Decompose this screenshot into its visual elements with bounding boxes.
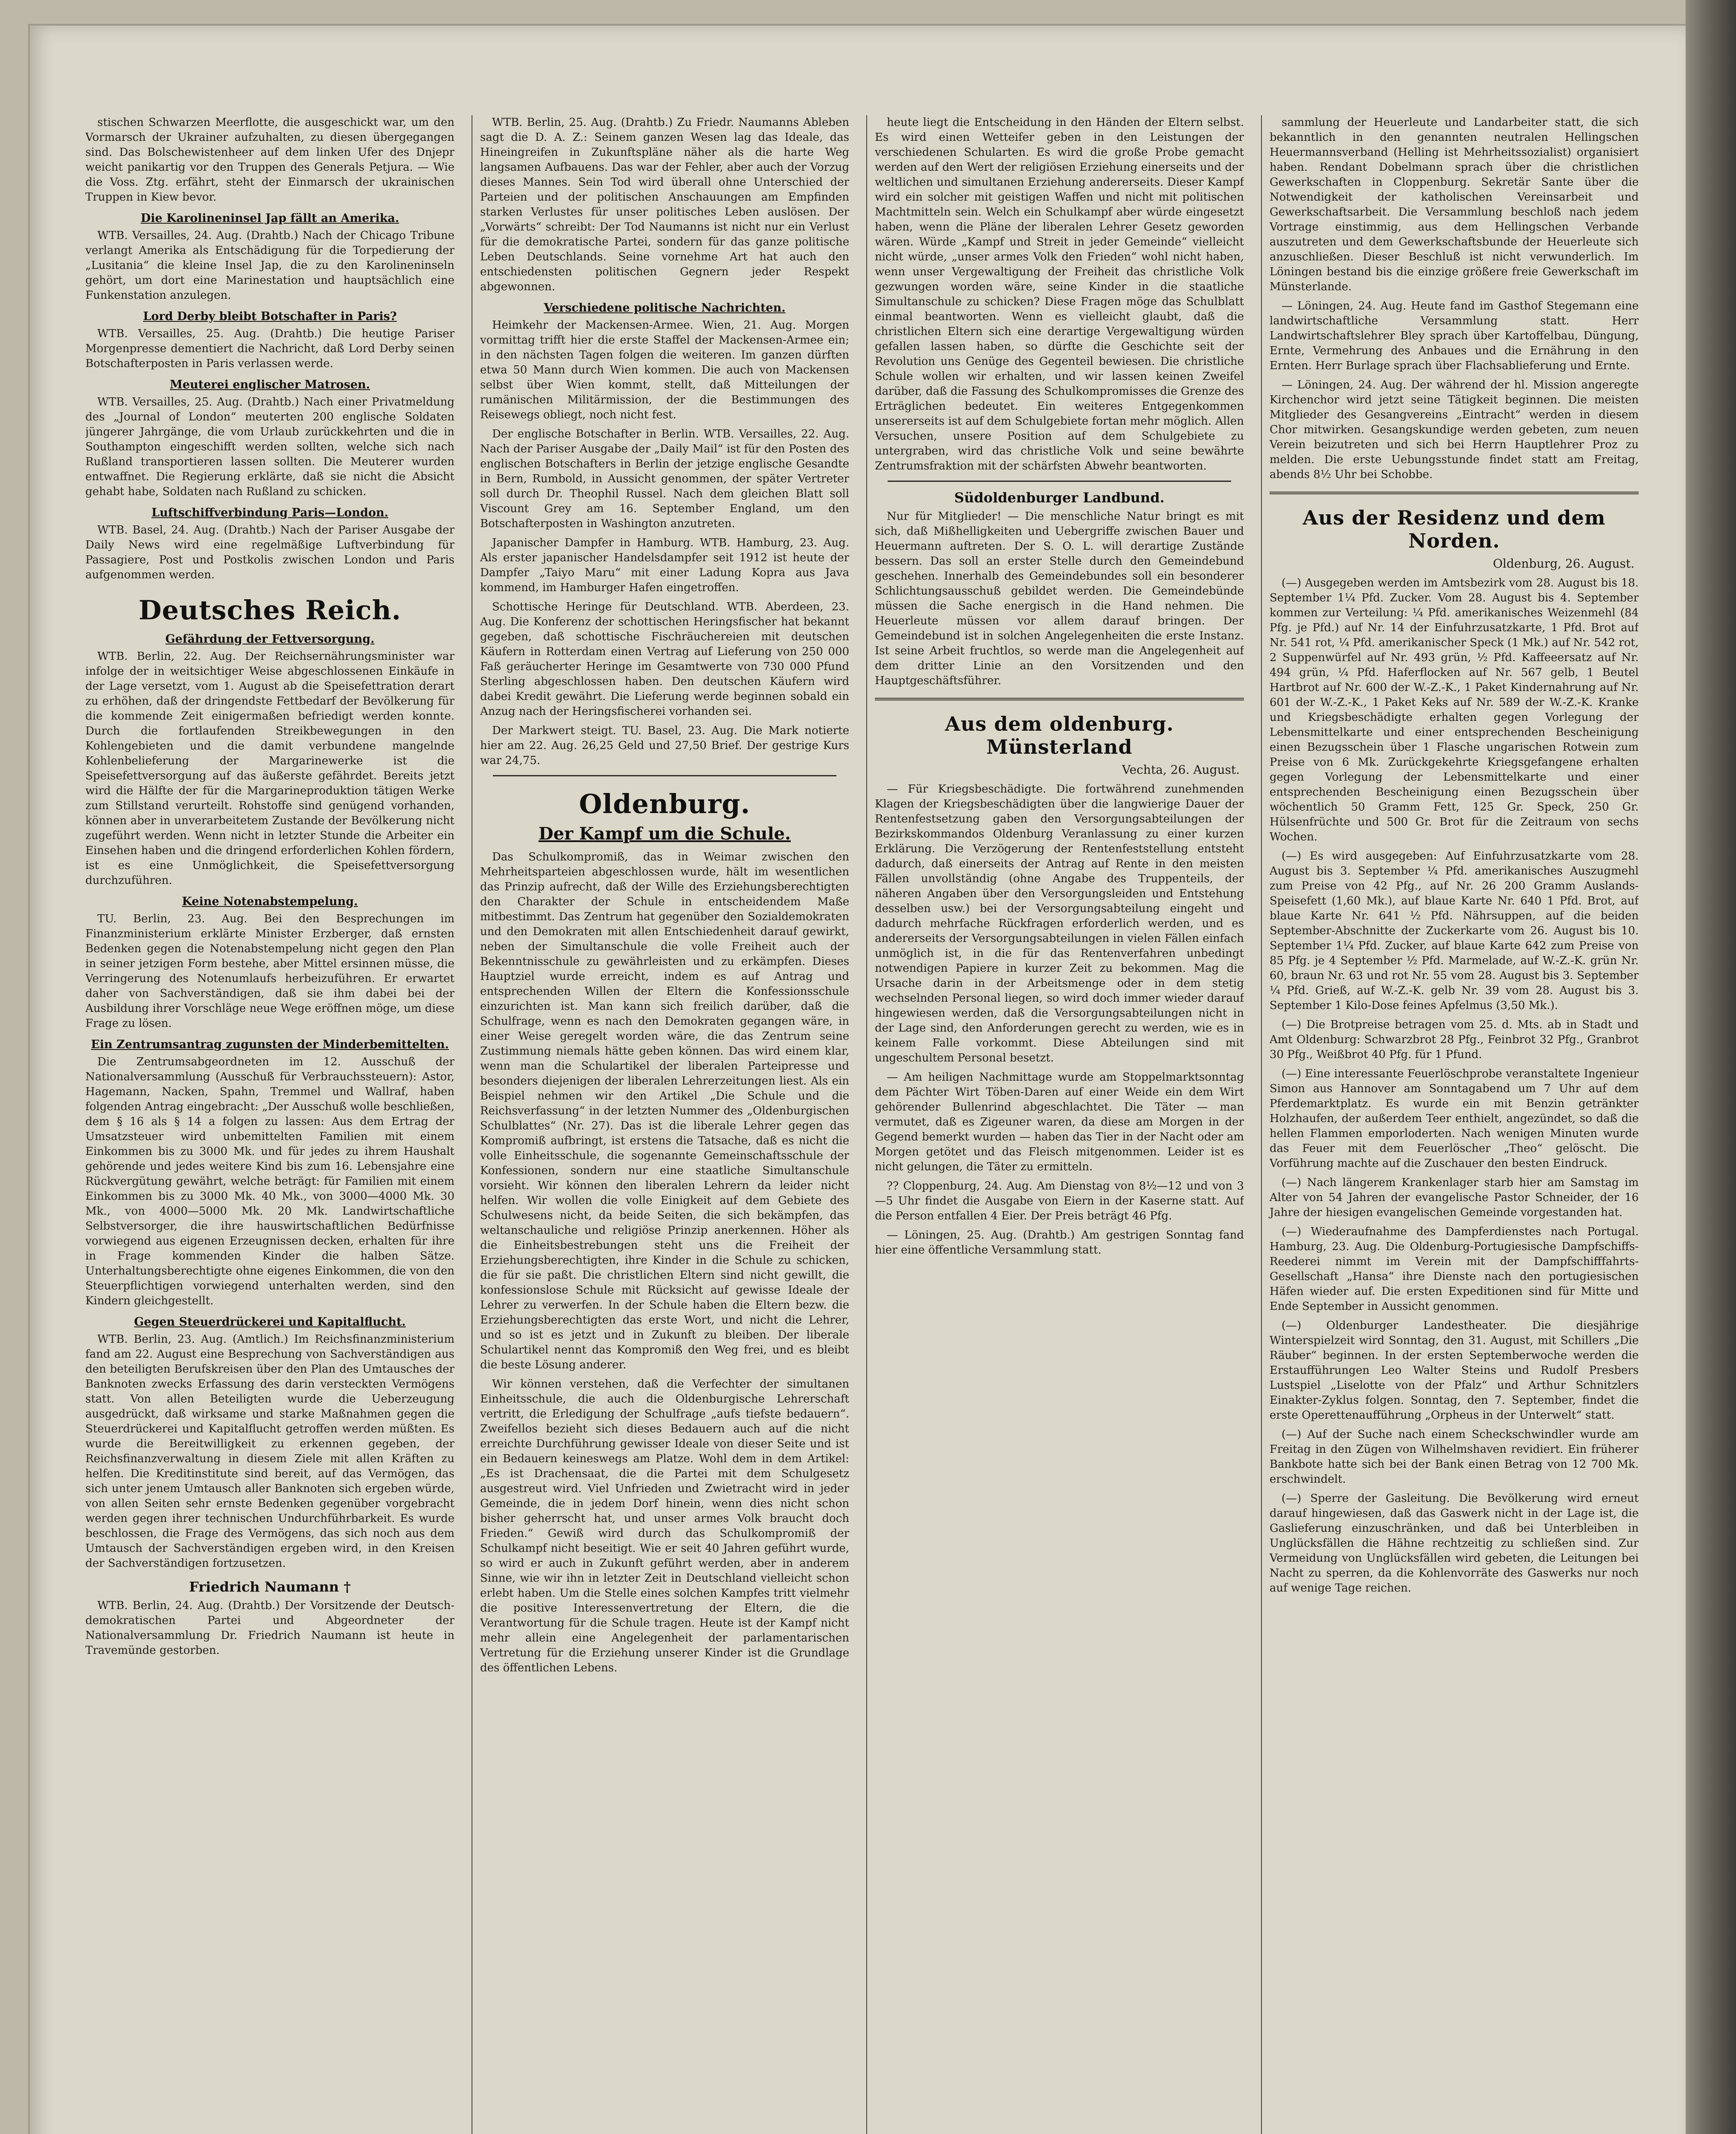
article-headline: Ein Zentrumsantrag zugunsten der Minderbemittelten. bbox=[91, 1038, 449, 1051]
dateline: Vechta, 26. August. bbox=[1122, 763, 1240, 777]
article-headline: Gefährdung der Fettversorgung. bbox=[165, 633, 375, 646]
article-paragraph: — Löningen, 24. Aug. Der während der hl. Mission angeregte Kirchenchor wird jetzt seine Tätigkeit beginnen. Die meisten Mitglieder des Gesangvereins „Eintracht“ werden in diesem Chor mitwirken. Gesangskundige werden gebeten, zum neuen Verein beizutreten und sich bei Herrn Hauptlehrer Proz zu melden. Die erste Uebungsstunde findet statt am Freitag, abends 8½ Uhr bei Schobbe. bbox=[1270, 379, 1639, 481]
article-title: Südoldenburger Landbund. bbox=[954, 490, 1165, 506]
article-paragraph: (—) Oldenburger Landestheater. Die diesjährige Winterspielzeit wird Sonntag, den 31. August, mit Schillers „Die Räuber“ beginnen. In der ersten Septemberwoche werden die Erstaufführungen Leo Walter Steins und Rudolf Presbers Lustspiel „Liselotte von der Pfalz“ und Arthur Schnitzlers Einakter-Zyklus folgen. Sonntag, den 7. September, findet die erste Operettenaufführung „Orpheus in der Unterwelt“ statt. bbox=[1270, 1319, 1639, 1422]
article-paragraph: WTB. Berlin, 25. Aug. (Drahtb.) Zu Friedr. Naumanns Ableben sagt die D. A. Z.: Seinem ganzen Wesen lag das Ideale, das Hineingreifen in Zukunftspläne näher als die harte Weg langsamen Aufbauens. Das war der Fehler, aber auch der Vorzug dieses Mannes. Sein Tod wird überall ohne Unterschied der Parteien und der politischen Anschauungen am Empfinden starken Verlustes für unser politisches Leben auslösen. Der „Vorwärts“ schreibt: Der Tod Naumanns ist nicht nur ein Verlust für die demokratische Partei, sondern für das ganze politische Leben Deutschlands. Seine vornehme Art hat auch den entschiedensten politischen Gegnern jeder Respekt abgewonnen. bbox=[480, 116, 849, 293]
article-paragraph: (—) Es wird ausgegeben: Auf Einfuhrzusatzkarte vom 28. August bis 3. September ¼ Pfd. amerikanisches Auszugmehl zum Preise von 42 Pfg., auf Nr. 26 200 Gramm Auslands-Speisefett (1,60 Mk.), auf blaue Karte Nr. 640 1 Pfd. Brot, auf blaue Karte Nr. 641 ½ Pfd. Nährsuppen, auf die beiden September-Abschnitte der Zuckerkarte vom 26. August bis 10. September 1¼ Pfd. Zucker, auf blaue Karte 642 zum Preise von 85 Pfg. je 4 September ½ Pfd. Marmelade, auf W.-Z.-K. grün Nr. 60, braun Nr. 63 und rot Nr. 55 vom 28. August bis 3. September ¼ Pfd. Grieß, auf W.-Z.-K. gelb Nr. 39 vom 28. August bis 3. September 1 Kilo-Dose feines Apfelmus (3,50 Mk.). bbox=[1270, 850, 1639, 1012]
article-headline: Meuterei englischer Matrosen. bbox=[169, 378, 370, 391]
article-paragraph: (—) Eine interessante Feuerlöschprobe veranstaltete Ingenieur Simon aus Hannover am Sonntagabend um 7 Uhr auf dem Pferdemarktplatz. Es wurde ein mit Benzin getränkter Holzhaufen, der außerdem Teer enthielt, angezündet, so daß die hellen Flammen emporloderten. Nach wenigen Minuten wurde das Feuer mit dem Feuerlöscher „Theo“ gelöscht. Die Vorführung machte auf die Zuschauer den besten Eindruck. bbox=[1270, 1067, 1639, 1170]
column-4 bbox=[1261, 115, 1639, 2134]
article-headline: Gegen Steuerdrückerei und Kapitalflucht. bbox=[134, 1315, 406, 1329]
column-1 bbox=[85, 115, 454, 2134]
article-paragraph: Heimkehr der Mackensen-Armee. Wien, 21. Aug. Morgen vormittag trifft hier die erste Staffel der Mackensen-Armee ein; in den nächsten Tagen folgen die weiteren. Im ganzen dürften etwa 50 Mann durch Wien kommen. Die auch von Mackensen selbst über Wien kommt, stellt, daß Mitteilungen der rumänischen Militärmission, der die Bestimmungen des Reisewegs obliegt, noch nicht fest. bbox=[480, 319, 849, 421]
article-paragraph: Schottische Heringe für Deutschland. WTB. Aberdeen, 23. Aug. Die Konferenz der schottischen Heringsfischer hat bekannt gegeben, daß schottische Fischräuchereien mit deutschen Käufern in Rotterdam einen Vertrag auf Lieferung von 250 000 Faß geräucherter Heringe im Gesamtwerte von 730 000 Pfund Sterling abgeschlossen haben. Den deutschen Käufern wird dabei Kredit gewährt. Die Lieferung werde beginnen sobald ein Anzug nach der Heringsfischerei vorhanden sei. bbox=[480, 601, 849, 718]
dateline: Oldenburg, 26. August. bbox=[1493, 557, 1634, 571]
article-headline: Keine Notenabstempelung. bbox=[182, 895, 358, 908]
article-paragraph: stischen Schwarzen Meerflotte, die ausgeschickt war, um den Vormarsch der Ukrainer aufzuhalten, zu diesen übergegangen sind. Das Bolschewistenheer auf dem linken Ufer des Dnjepr weicht panikartig vor den Truppen des Generals Petjura. — Wie die Voss. Ztg. erfährt, steht der Einmarsch der ukrainischen Truppen in Kiew bevor. bbox=[85, 116, 454, 204]
section-title: Aus der Residenz und dem Norden. bbox=[1302, 506, 1606, 552]
article-paragraph: Der englische Botschafter in Berlin. WTB. Versailles, 22. Aug. Nach der Pariser Ausgabe der „Daily Mail“ ist für den Posten des englischen Botschafters in Berlin der jetzige englische Gesandte in Bern, Rumbold, in Aussicht genommen, der später Vertreter soll durch Dr. Theophil Russel. Nach dem gleichen Blatt soll Viscount Grey am 16. September England, um den Botschafterposten in Washington anzutreten. bbox=[480, 428, 849, 530]
article-paragraph: heute liegt die Entscheidung in den Händen der Eltern selbst. Es wird einen Wetteifer geben in den Leistungen der verschiedenen Schularten. Es wird die große Probe gemacht werden auf den Wert der religiösen Erziehung einerseits und der weltlichen und simultanen Erziehung andererseits. Dieser Kampf wird ein solcher mit geistigen Waffen und nicht mit politischen Machtmitteln sein. Welch ein Schulkampf aber würde eingesetzt haben, wenn die Pläne der liberalen Lehrer Gesetz geworden wären. Würde „Kampf und Streit in jeder Gemeinde“ vielleicht nicht würde, „unser armes Volk den Frieden“ wohl nicht haben, wenn unser Vergewaltigung der Freiheit das christliche Volk gezwungen worden wäre, seine Kinder in die staatliche Simultanschule zu schicken? Diese Fragen möge das Schulblatt einmal beantworten. Wenn es vielleicht glaubt, daß die christlichen Eltern sich eine derartige Vergewaltigung würden gefallen lassen haben, so dürfte die Geschichte seit der Revolution uns Genüge des Gegenteil bewiesen. Die christliche Schule wollen wir erhalten, und wir lassen keinen Zweifel darüber, daß die Fassung des Schulkompromisses die Grenze des Erträglichen bedeutet. Ein weiteres Entgegenkommen unsererseits ist auf dem Schulgebiete fortan mehr möglich. Allen Versuchen, unsere Position auf dem Schulgebiete zu untergraben, wird das christliche Volk und seine bewährte Zentrumsfraktion mit der schärfsten Abwehr beantworten. bbox=[875, 116, 1244, 472]
article-paragraph: Japanischer Dampfer in Hamburg. WTB. Hamburg, 23. Aug. Als erster japanischer Handelsdampfer seit 1912 ist heute der Dampfer „Taiyo Maru“ mit einer Ladung Kopra aus Java kommend, im Hamburger Hafen eingetroffen. bbox=[480, 536, 849, 594]
column-rule bbox=[493, 775, 836, 776]
article-paragraph: WTB. Berlin, 24. Aug. (Drahtb.) Der Vorsitzende der Deutsch-demokratischen Partei und Abgeordneter der Nationalversammlung Dr. Friedrich Naumann ist heute in Travemünde gestorben. bbox=[85, 1599, 454, 1657]
article-paragraph: WTB. Versailles, 24. Aug. (Drahtb.) Nach der Chicago Tribune verlangt Amerika als Entschädigung für die Torpedierung der „Lusitania“ die kleine Insel Jap, die zu den Karolineninseln gehört, um dort eine Marinestation und hauptsächlich eine Funkenstation anzulegen. bbox=[85, 229, 454, 302]
column-rule bbox=[888, 481, 1231, 482]
article-paragraph: WTB. Berlin, 22. Aug. Der Reichsernährungsminister war infolge der in weitsichtiger Weise abgeschlossenen Einkäufe in der Lage versetzt, vom 1. August ab die Speisefettration derart zu erhöhen, daß der dringendste Fettbedarf der Bevölkerung für die kommende Zeit einigermaßen befriedigt werden konnte. Durch die fortlaufenden Streikbewegungen in den Kohlengebieten und die damit verbundene mangelnde Kohlenbelieferung der Margarinewerke ist die Speisefettversorgung auf das äußerste gefährdet. Bereits jetzt wird die Hälfte der für die Margarineproduktion tätigen Werke zum Stillstand verurteilt. Rohstoffe sind genügend vorhanden, können aber in unverarbeitetem Zustande der Bevölkerung nicht zugeführt werden. Wenn nicht in letzter Stunde die Arbeiter ein Einsehen haben und die dringend erforderlichen Kohlen fördern, ist es eine Unmöglichkeit, die Speisefettversorgung durchzuführen. bbox=[85, 650, 454, 887]
article-paragraph: ?? Cloppenburg, 24. Aug. Am Dienstag von 8½—12 und von 3—5 Uhr findet die Ausgabe von Eiern in der Kaserne statt. Auf die Person entfallen 4 Eier. Der Preis beträgt 46 Pfg. bbox=[875, 1180, 1244, 1222]
article-title: Friedrich Naumann † bbox=[189, 1579, 351, 1595]
article-paragraph: WTB. Versailles, 25. Aug. (Drahtb.) Nach einer Privatmeldung des „Journal of London“ meuterten 200 englische Soldaten jüngerer Jahrgänge, die vom Urlaub zurückkehrten und die in Southampton eingeschifft werden sollten, welche sich nach Rußland transportieren lassen sollten. Die Meuterer wurden entwaffnet. Die Regierung erklärte, daß sie nicht die Absicht gehabt habe, Soldaten nach Rußland zu schicken. bbox=[85, 396, 454, 498]
article-paragraph: TU. Berlin, 23. Aug. Bei den Besprechungen im Finanzministerium erklärte Minister Erzberger, daß ernsten Bedenken gegen die Notenabstempelung nicht gegen den Plan in seiner jetzigen Form bestehe, aber Mittel ersinnen müsse, die Verringerung des Notenumlaufs herbeizuführen. Er erwartet daher von Sachverständigen, daß sie ihm dabei bei der Ausbildung ihrer Vorschläge neue Wege eröffnen möge, um diese Frage zu lösen. bbox=[85, 912, 454, 1030]
article-paragraph: (—) Nach längerem Krankenlager starb hier am Samstag im Alter von 54 Jahren der evangelische Pastor Schneider, der 16 Jahre der hiesigen evangelischen Gemeinde vorgestanden hat. bbox=[1270, 1176, 1639, 1219]
section-title: Deutsches Reich. bbox=[138, 595, 402, 626]
article-paragraph: — Für Kriegsbeschädigte. Die fortwährend zunehmenden Klagen der Kriegsbeschädigten über die langwierige Dauer der Rentenfestsetzung gaben den Versorgungsabteilungen der Bezirkskommandos Oldenburg Veranlassung zu einer kurzen Erklärung. Die Verzögerung der Rentenfeststellung entsteht dadurch, daß einerseits der Antrag auf Rente in den meisten Fällen unvollständig (ohne Angabe des Truppenteils, der näheren Angaben über den Versorgungsleiden und Entstehung desselben usw.) bei der Versorgungsabteilung eingeht und dadurch mehrfache Rückfragen erforderlich werden, und es andererseits der Versorgungsabteilungen in vielen Fällen einfach unmöglich ist, in die für das Rentenverfahren unbedingt notwendigen Papiere in kurzer Zeit zu bekommen. Mag die Ursache darin in der Arbeitsmenge oder in dem stetig wechselnden Personal liegen, so wird doch immer wieder darauf hingewiesen werden, daß die Versorgungsabteilungen nicht in der Lage sind, den Anforderungen gerecht zu werden, wie es in keinem Falle vorkommt. Diese Abteilungen sind mit ungeschultem Personal besetzt. bbox=[875, 783, 1244, 1064]
article-paragraph: WTB. Versailles, 25. Aug. (Drahtb.) Die heutige Pariser Morgenpresse dementiert die Nachricht, daß Lord Derby seinen Botschafterposten in Paris verlassen werde. bbox=[85, 327, 454, 370]
article-headline: Luftschiffverbindung Paris—London. bbox=[151, 506, 388, 519]
column-container bbox=[85, 115, 1639, 2134]
article-headline: Die Karolineninsel Jap fällt an Amerika. bbox=[140, 212, 399, 225]
article-paragraph: — Löningen, 25. Aug. (Drahtb.) Am gestrigen Sonntag fand hier eine öffentliche Versammlung statt. bbox=[875, 1229, 1244, 1256]
article-paragraph: (—) Wiederaufnahme des Dampferdienstes nach Portugal. Hamburg, 23. Aug. Die Oldenburg-Portugiesische Dampfschiffs-Reederei nimmt im Verein mit der Dampfschifffahrts-Gesellschaft „Hansa“ ihre Dienste nach den portugiesischen Häfen wieder auf. Die ersten Expeditionen sind für Mitte und Ende September in Aussicht genommen. bbox=[1270, 1225, 1639, 1313]
column-3 bbox=[866, 115, 1244, 2134]
article-paragraph: (—) Auf der Suche nach einem Scheckschwindler wurde am Freitag in den Zügen von Wilhelmshaven revidiert. Ein früherer Bankbote hatte sich bei der Bank einen Betrag von 12 700 Mk. erschwindelt. bbox=[1270, 1428, 1639, 1486]
article-paragraph: Das Schulkompromiß, das in Weimar zwischen den Mehrheitsparteien abgeschlossen wurde, hält im wesentlichen das Prinzip aufrecht, daß der Wille des Erziehungsberechtigten den Charakter der Schule in entscheidendem Maße mitbestimmt. Das Zentrum hat gegenüber den Sozialdemokraten und den Demokraten mit allen Entschiedenheit darauf gewirkt, neben der Simultanschule die volle Freiheit auch der Bekenntnisschule zu gewährleisten und zu erkämpfen. Dieses Hauptziel wurde erreicht, indem es auf Antrag und entsprechenden Willen der Eltern die Konfessionsschule einzurichten ist. Man kann sich freilich darüber, daß die Schulfrage, wenn es nach den Demokraten gegangen wäre, in einer Weise geregelt worden wäre, die das Zentrum seine Zustimmung niemals hätte geben können. Das wird einem klar, wenn man die Schulartikel der liberalen Parteipresse und besonders diejenigen der liberalen Lehrerzeitungen liest. Als ein Beispiel nehmen wir den Artikel „Die Schule und die Reichsverfassung“ in der letzten Nummer des „Oldenburgischen Schulblattes“ (Nr. 27). Das ist die liberale Lehrer gegen das Kompromiß aufbringt, ist erstens die Tatsache, daß es nicht die volle Einheitsschule, die sogenannte Gemeinschaftsschule der Konfessionen, sondern nur eine staatliche Simultanschule vorsieht. Wir können den liberalen Lehrern da leider nicht helfen. Wir wollen die volle Einigkeit auf dem Gebiete des Schulwesens nicht, da beide Seiten, die sich bekämpfen, das weltanschauliche und religiöse Prinzip anerkennen. Höher als die Einheitsbestrebungen steht uns die Freiheit der Erziehungsberechtigten, ihre Kinder in die Schule zu schicken, die für sie paßt. Die christlichen Eltern sind nicht gewillt, die konfessionslose Schule mit Rücksicht auf gewisse Ideale der Lehrer zu verwerfen. In der Schule haben die Eltern bezw. die Erziehungsberechtigten das erste Wort, und nicht die Lehrer, und so ist es jetzt und in Zukunft zu bleiben. Der liberale Schulartikel nennt das Kompromiß den Weg frei, und es bleibt die beste Lösung anderer. bbox=[480, 851, 849, 1371]
column-2 bbox=[472, 115, 849, 2134]
article-paragraph: Wir können verstehen, daß die Verfechter der simultanen Einheitsschule, die auch die Oldenburgische Lehrerschaft vertritt, die Erledigung der Schulfrage „aufs tiefste bedauern“. Zweifellos bezieht sich dieses Bedauern auch auf die nicht erreichte Durchführung gewisser Ideale von dieser Seite und ist ein Bedauern keineswegs am Platze. Wohl dem in dem Artikel: „Es ist Drachensaat, die die Partei mit dem Schulgesetz ausgestreut wird. Viel Unfrieden und Zwietracht wird in jeder Gemeinde, die in jedem Dorf hinein, wenn dies nicht schon bisher geherrscht hat, und unser armes Volk braucht doch Frieden.“ Gewiß wird durch das Schulkompromiß der Schulkampf nicht beseitigt. Wie er seit 40 Jahren geführt wurde, so wird er auch in Zukunft geführt werden, aber in anderem Sinne, wie wir ihn in letzter Zeit in Deutschland vielleicht schon erlebt haben. Um die Stelle eines solchen Kampfes tritt vielmehr die positive Interessenvertretung der Eltern, die die Verantwortung für die Schule tragen. Heute ist der Kampf nicht mehr allein eine Angelegenheit der parlamentarischen Vertretung für die Erziehung unserer Kinder ist die Grundlage des öffentlichen Lebens. bbox=[480, 1378, 849, 1674]
book-spine-shadow bbox=[1686, 0, 1736, 2134]
article-title: Der Kampf um die Schule. bbox=[538, 824, 791, 844]
article-paragraph: WTB. Basel, 24. Aug. (Drahtb.) Nach der Pariser Ausgabe der Daily News wird eine regelmäßige Luftverbindung für Passagiere, Post und Postkolis zwischen London und Paris aufgenommen werden. bbox=[85, 524, 454, 581]
article-paragraph: WTB. Berlin, 23. Aug. (Amtlich.) Im Reichsfinanzministerium fand am 22. August eine Besprechung von Sachverständigen aus den beteiligten Berufskreisen über den Plan des Umtausches der Banknoten zwecks Erfassung des darin versteckten Vermögens statt. Von allen Beteiligten wurde die Ueberzeugung ausgedrückt, daß wirksame und starke Maßnahmen gegen die Steuerdrückerei und Kapitalflucht getroffen werden müßten. Es wurde die Bereitwilligkeit zu erkennen gegeben, der Reichsfinanzverwaltung in diesem Ziele mit allen Kräften zu helfen. Die Kreditinstitute sind bereit, auf das Vermögen, das sich unter jenem Umtausch aller Banknoten sich ergeben würde, von allen Seiten sehr ernste Bedenken gegenüber vorgebracht werden gegen ihrer technischen Undurchführbarkeit. Es wurde beschlossen, die Frage des Vermögens, das sich noch aus dem Umtausch der Sachverständigen ergeben wird, in den Kreisen der Sachverständigen fortzusetzen. bbox=[85, 1333, 454, 1570]
article-paragraph: (—) Sperre der Gasleitung. Die Bevölkerung wird erneut darauf hingewiesen, daß das Gaswerk nicht in der Lage ist, die Gaslieferung einzuschränken, und daß bei Unterbleiben in Unglücksfällen die Hähne rechtzeitig zu schließen sind. Zur Vermeidung von Unglücksfällen wird gebeten, die Leitungen bei Nacht zu sperren, da die Kohlenvorräte des Gaswerks nur noch auf wenige Tage reichen. bbox=[1270, 1492, 1639, 1595]
article-paragraph: sammlung der Heuerleute und Landarbeiter statt, die sich bekanntlich in den genannten neutralen Hellingschen Heuermannsverband (Helling ist Mehrheitssozialist) organisiert haben. Rendant Dobelmann sprach über die christlichen Gewerkschaften in Cloppenburg. Sekretär Sante über die Notwendigkeit der katholischen Vereinsarbeit und Gewerkschaftsarbeit. Die Versammlung beschloß nach jedem Vortrage einstimmig, aus dem Hellingschen Verbande auszutreten und dem Gewerkschaftsbunde der Heuerleute sich anzuschließen. Dieser Beschluß ist nicht verwunderlich. Im Löningen bestand bis die einzige größere freie Gewerkschaft im Münsterlande. bbox=[1270, 116, 1639, 293]
article-paragraph: — Am heiligen Nachmittage wurde am Stoppelmarktsonntag dem Pächter Wirt Töben-Daren auf einer Weide ein dem Wirt gehörender Bullenrind abgeschlachtet. Die Täter — man vermutet, daß es Zigeuner waren, da diese am Morgen in der Gegend bemerkt wurden — haben das Tier in der Nacht oder am Morgen getötet und das Fleisch mitgenommen. Leider ist es nicht gelungen, die Täter zu ermitteln. bbox=[875, 1071, 1244, 1173]
column-rule bbox=[1270, 492, 1639, 494]
article-paragraph: (—) Die Brotpreise betragen vom 25. d. Mts. ab in Stadt und Amt Oldenburg: Schwarzbrot 28 Pfg., Feinbrot 32 Pfg., Granbrot 30 Pfg., Weißbrot 40 Pfg. für 1 Pfund. bbox=[1270, 1018, 1639, 1061]
article-paragraph: Nur für Mitglieder! — Die menschliche Natur bringt es mit sich, daß Mißhelligkeiten und Uebergriffe zwischen Bauer und Heuermann auftreten. Der S. O. L. will derartige Zustände bessern. Das soll an erster Stelle durch den Gemeindebund geschehen. Innerhalb des Gemeindebundes soll ein besonderer Schlichtungsausschuß gebildet werden. Die Gemeindebünde müssen die Sache energisch in die Hand nehmen. Die Heuerleute müssen vor allem darauf bringen. Der Gemeindebund ist in solchen Angelegenheiten die erste Instanz. Ist seine Arbeit fruchtlos, so werde man die Angelegenheit auf dem dritter Linie an den Vorsitzenden und den Hauptgeschäftsführer. bbox=[875, 510, 1244, 687]
article-paragraph: — Löningen, 24. Aug. Heute fand im Gasthof Stegemann eine landwirtschaftliche Versammlung statt. Herr Landwirtschaftslehrer Bley sprach über Kartoffelbau, Düngung, Ernte, Vermehrung des Anbaues und die Ernährung in den Ernten. Herr Burlage sprach über Flachsablieferung und Ernte. bbox=[1270, 300, 1639, 372]
article-headline: Verschiedene politische Nachrichten. bbox=[544, 301, 786, 315]
article-headline: Lord Derby bleibt Botschafter in Paris? bbox=[143, 310, 397, 323]
section-title: Oldenburg. bbox=[579, 788, 751, 819]
article-paragraph: Der Markwert steigt. TU. Basel, 23. Aug. Die Mark notierte hier am 22. Aug. 26,25 Geld und 27,50 Brief. Der gestrige Kurs war 24,75. bbox=[480, 724, 849, 767]
article-paragraph: Die Zentrumsabgeordneten im 12. Ausschuß der Nationalversammlung (Ausschuß für Verbrauchssteuern): Astor, Hagemann, Nacken, Spahn, Tremmel und Wallraf, haben folgenden Antrag eingebracht: „Der Ausschuß wolle beschließen, dem § 16 als § 14 a folgen zu lassen: Aus dem Ertrag der Umsatzsteuer wird unbemittelten Familien mit einem Einkommen bis zu 3000 Mk. und für jedes zu ihrem Haushalt gehörende und jedes weitere Kind bis zum 16. Lebensjahre eine Rückvergütung gewährt, welche beträgt: für Familien mit einem Einkommen bis zu 3000 Mk. 40 Mk., von 3000—4000 Mk. 30 Mk., von 4000—5000 Mk. 20 Mk. Landwirtschaftliche Selbstversorger, die ihre hauswirtschaftlichen Bedürfnisse vorwiegend aus eigenen Erzeugnissen decken, erhalten für ihre in Frage kommenden Kinder die halben Sätze. Unterhaltungsberechtigte ohne eigenes Einkommen, die von den Steuerpflichtigen vorwiegend unterhalten werden, sind den Kindern gleichgestellt. bbox=[85, 1055, 454, 1307]
column-rule bbox=[875, 698, 1244, 700]
article-paragraph: (—) Ausgegeben werden im Amtsbezirk vom 28. August bis 18. September 1¼ Pfd. Zucker. Vom 28. August bis 4. September kommen zur Verteilung: ¼ Pfd. amerikanisches Weizenmehl (84 Pfg. je Pfd.) auf Nr. 14 der Einfuhrzusatzkarte, 1 Pfd. Brot auf Nr. 541 rot, ¼ Pfd. amerikanischer Speck (1 Mk.) auf Nr. 542 rot, 2 Suppenwürfel auf Nr. 493 grün, ½ Pfd. Kaffeeersatz auf Nr. 494 grün, ¼ Pfd. Haferflocken auf Nr. 567 gelb, 1 Beutel Hartbrot auf Nr. 600 der W.-Z.-K., 1 Paket Kindernahrung auf Nr. 601 der W.-Z.-K., 1 Paket Keks auf Nr. 589 der W.-Z.-K. Kranke und Kriegsbeschädigte erhalten gegen Vorlegung der Lebensmittelkarte und einer entsprechenden Bescheinigung einen Bezugsschein über 1 Flasche ungarischen Rotwein zum Preise von 6 Mk. Zurückgekehrte Kriegsgefangene erhalten gegen Vorlegung der Lebensmittelkarte und einer entsprechenden Bescheinigung einen Bezugsschein über wöchentlich 50 Gramm Fett, 125 Gr. Speck, 250 Gr. Hülsenfrüchte und 500 Gr. Brot für die Zeitraum von sechs Wochen. bbox=[1270, 577, 1639, 843]
section-title: Aus dem oldenburg. Münsterland bbox=[945, 712, 1174, 758]
